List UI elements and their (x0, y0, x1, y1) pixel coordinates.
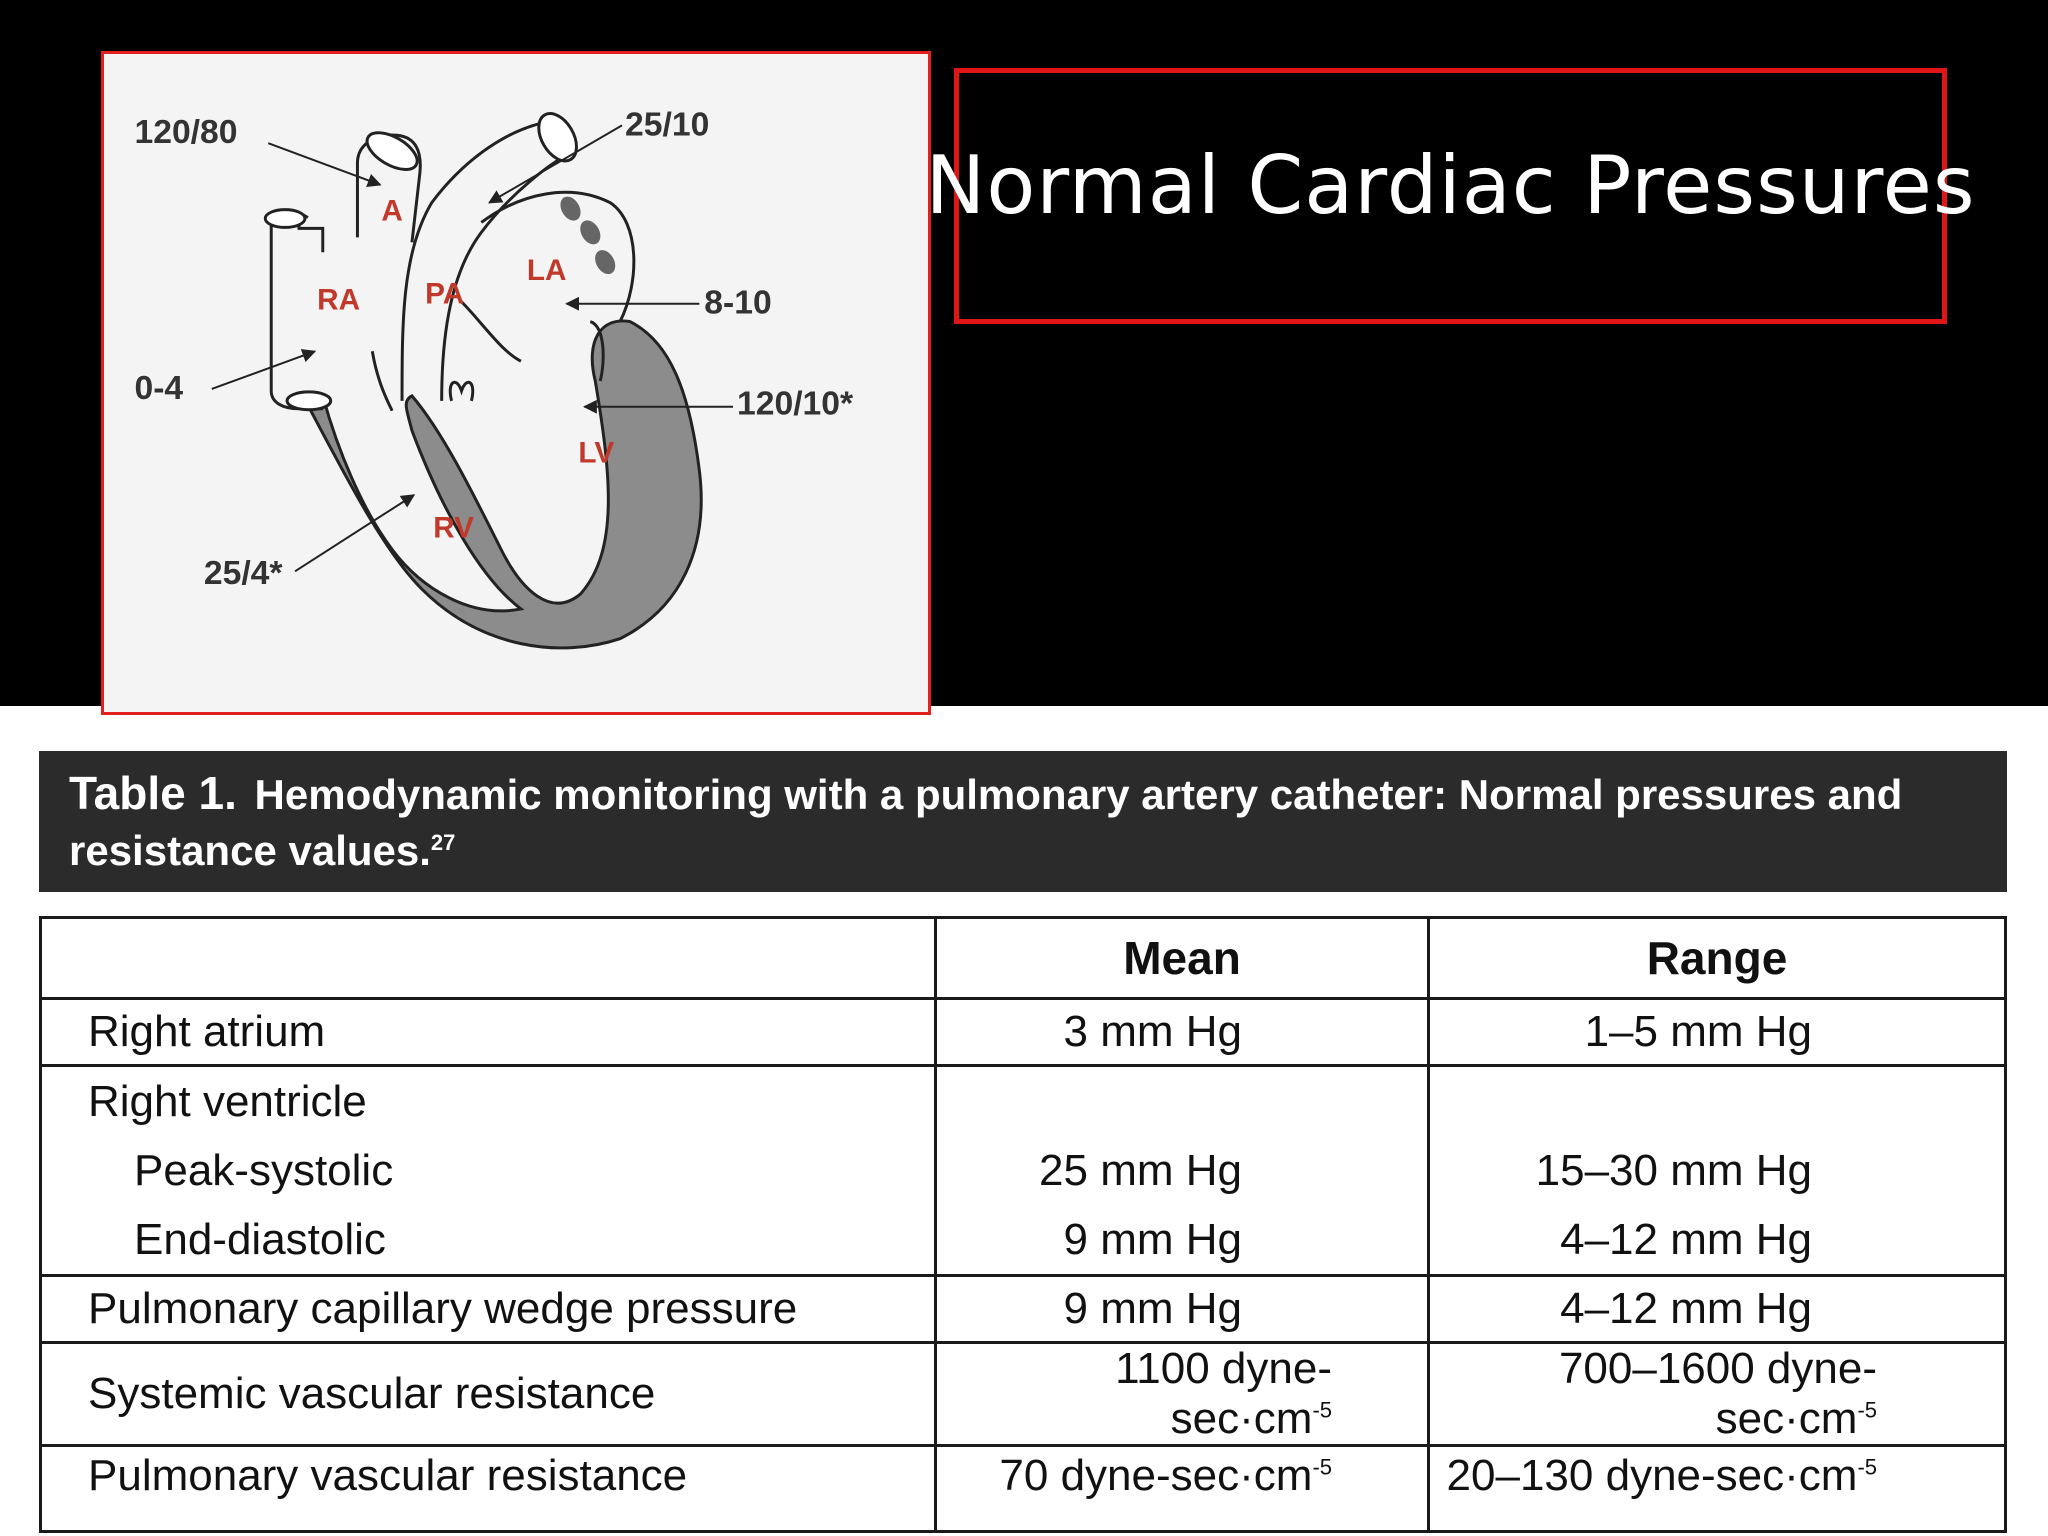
table-caption (39, 751, 2007, 892)
rv-pressure: 25/4* (203, 555, 283, 593)
aorta-opening (361, 125, 423, 177)
mitral-valve (461, 302, 520, 361)
row-mean: 3 mm Hg (1063, 1007, 1242, 1056)
row-mean: 1100 dyne-sec·cm (1115, 1344, 1332, 1443)
row-label: Systemic vascular resistance (41, 1343, 936, 1446)
table-number: Table 1. (69, 767, 237, 819)
table-row (41, 999, 2006, 1066)
aorta-label: A (381, 194, 403, 228)
title-box (925, 68, 1976, 324)
pulmonary-vein-3 (591, 246, 619, 277)
aorta-pressure: 120/80 (134, 114, 238, 152)
table-caption-text: Hemodynamic monitoring with a pulmonary artery catheter: Normal pressures and resistance values. (69, 771, 1903, 874)
table-row (41, 1276, 2006, 1343)
table-row (41, 1446, 2006, 1532)
pa-pressure: 25/10 (625, 106, 710, 144)
row-label: Right ventricle (88, 1077, 367, 1126)
table-row (41, 1343, 2006, 1446)
heart-diagram (101, 51, 931, 715)
pressure-table (39, 916, 2007, 1533)
row-mean: 70 dyne-sec·cm (999, 1451, 1313, 1500)
table-row (41, 1066, 2006, 1276)
slide-title: Normal Cardiac Pressures (925, 138, 1976, 232)
pulmonary-vein-2 (576, 217, 604, 248)
row-label: Pulmonary vascular resistance (41, 1446, 936, 1532)
pa-opening (531, 107, 584, 167)
pulmonary-vein-1 (556, 193, 584, 224)
right-atrium-label: RA (317, 283, 361, 317)
row-mean: 9 mm Hg (1063, 1215, 1242, 1264)
row-sublabel: Peak-systolic (134, 1146, 394, 1195)
tricuspid-valve (372, 351, 392, 410)
left-atrium-label: LA (526, 253, 567, 287)
row-range-exponent: -5 (1857, 1397, 1877, 1423)
row-mean-exponent: -5 (1312, 1454, 1332, 1480)
table-caption-reference: 27 (430, 830, 456, 855)
lv-pressure: 120/10* (736, 385, 854, 423)
pulmonic-valve (450, 382, 473, 401)
row-range: 4–12 mm Hg (1560, 1215, 1812, 1264)
aorta-arrow (268, 143, 380, 185)
vena-cava-outline (271, 211, 323, 409)
svc-opening (265, 210, 305, 228)
row-range: 4–12 mm Hg (1560, 1284, 1812, 1333)
header-range: Range (1429, 918, 2006, 999)
row-range: 700–1600 dyne-sec·cm (1558, 1344, 1877, 1443)
right-ventricle-label: RV (433, 511, 474, 545)
row-label: Pulmonary capillary wedge pressure (41, 1276, 936, 1343)
row-sublabel: End-diastolic (134, 1215, 386, 1264)
ventricle-wall-shape (303, 321, 701, 648)
ra-arrow (212, 351, 315, 389)
row-label: Right atrium (41, 999, 936, 1066)
table-header-row (41, 918, 2006, 999)
heart-diagram-svg (104, 54, 928, 712)
header-parameter (41, 918, 936, 999)
la-pressure: 8-10 (704, 284, 772, 322)
header-mean: Mean (936, 918, 1429, 999)
left-ventricle-label: LV (578, 436, 615, 470)
row-range: 1–5 mm Hg (1584, 1007, 1812, 1056)
row-mean-exponent: -5 (1312, 1397, 1332, 1423)
row-mean: 25 mm Hg (1039, 1146, 1242, 1195)
pulmonary-artery-label: PA (425, 277, 465, 311)
row-range-exponent: -5 (1857, 1454, 1877, 1480)
row-range: 15–30 mm Hg (1535, 1146, 1812, 1195)
row-range: 20–130 dyne-sec·cm (1446, 1451, 1858, 1500)
ra-pressure: 0-4 (134, 369, 184, 407)
ivc-opening (287, 392, 331, 410)
row-mean: 9 mm Hg (1063, 1284, 1242, 1333)
